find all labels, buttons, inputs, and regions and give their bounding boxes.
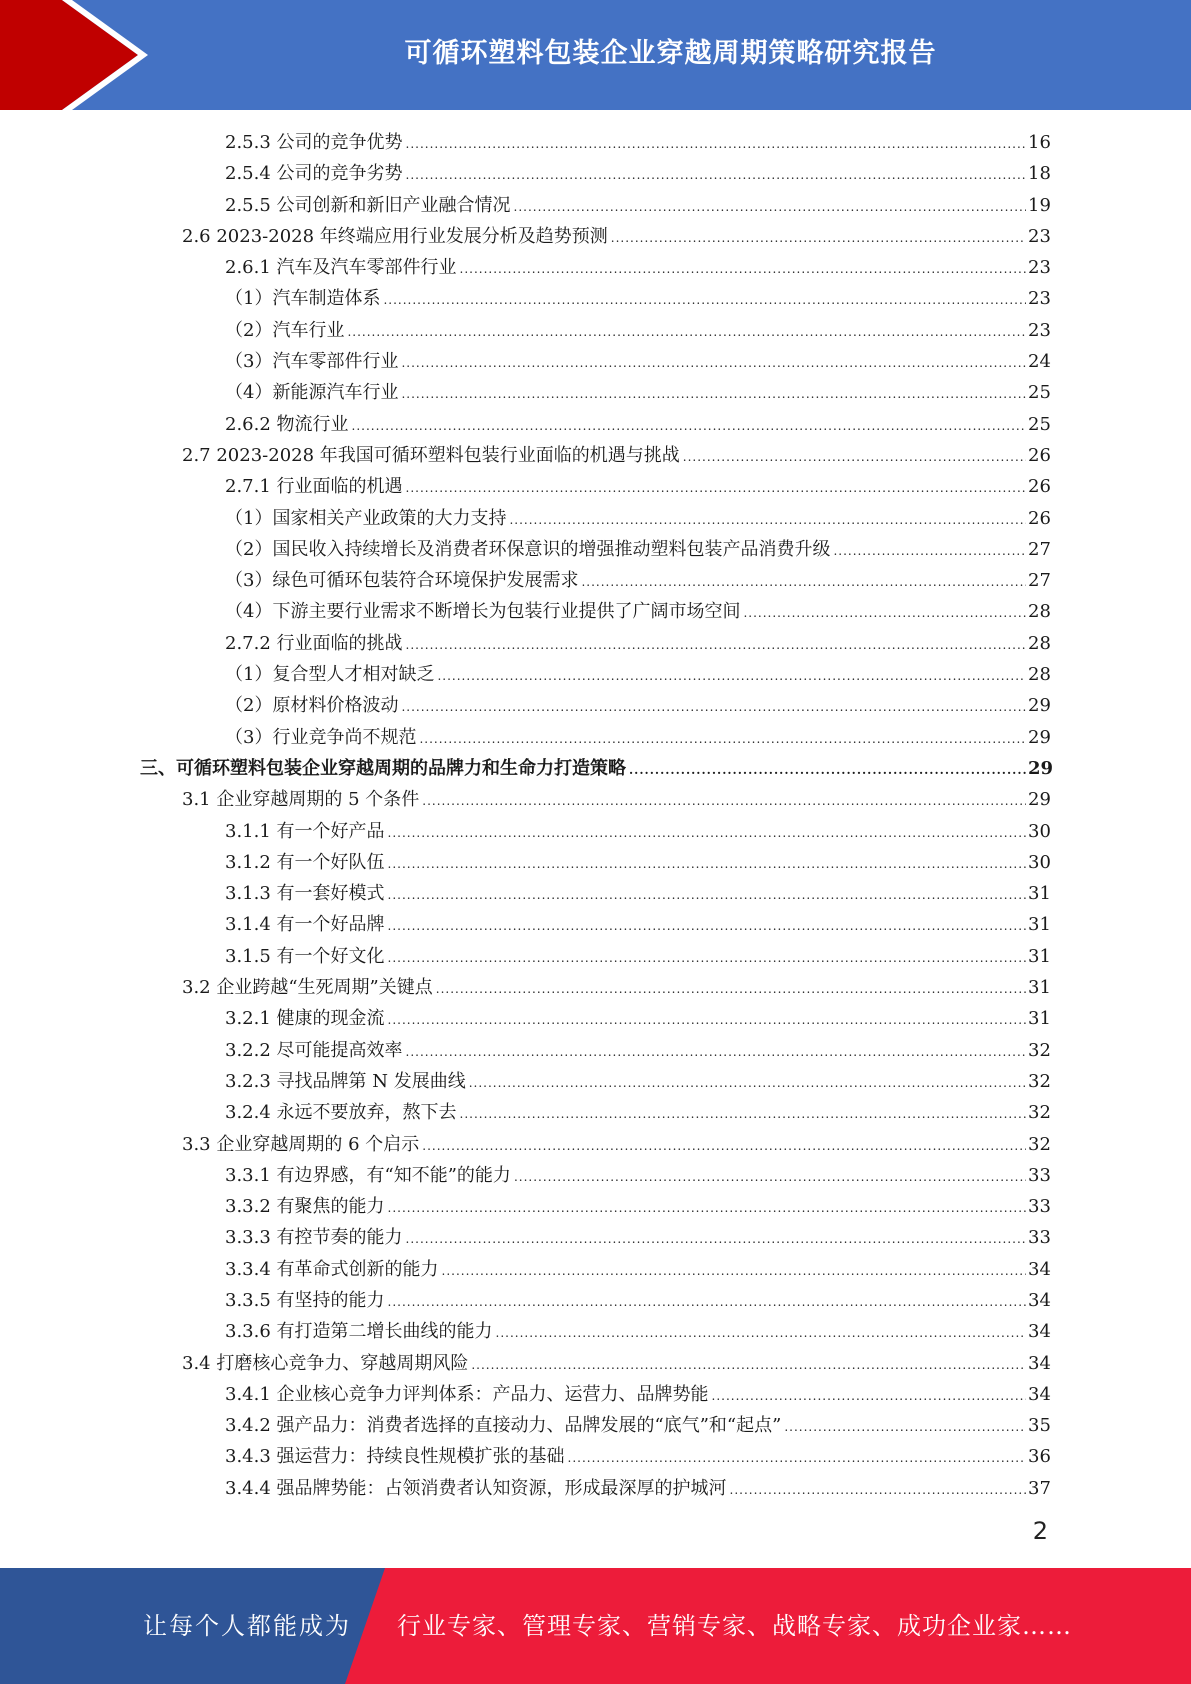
toc-entry[interactable] (140, 941, 1050, 972)
toc-entry-title: 3.2.1 健康的现金流 (225, 1008, 385, 1030)
toc-entry-title: 3.4.1 企业核心竞争力评判体系：产品力、运营力、品牌势能 (225, 1383, 709, 1405)
toc-entry[interactable] (140, 1348, 1050, 1379)
footer-slogan-right: 行业专家、管理专家、营销专家、战略专家、成功企业家…… (397, 1612, 1072, 1640)
toc-dot-leader (730, 1475, 1026, 1506)
toc-dot-leader (422, 786, 1026, 817)
toc-dot-leader (401, 348, 1026, 379)
toc-entry-title: （4）下游主要行业需求不断增长为包装行业提供了广阔市场空间 (225, 601, 741, 623)
page-footer (0, 1568, 1191, 1684)
toc-dot-leader (496, 1318, 1026, 1349)
toc-entry[interactable] (140, 1035, 1050, 1066)
toc-entry-title: 2.5.4 公司的竞争劣势 (225, 163, 403, 185)
toc-entry-title: 3.2.3 寻找品牌第 N 发展曲线 (225, 1070, 466, 1092)
toc-dot-leader (406, 1037, 1026, 1068)
toc-entry[interactable] (140, 534, 1050, 565)
toc-entry-page: 18 (1028, 163, 1051, 185)
toc-entry-title: 3.3.5 有坚持的能力 (225, 1289, 385, 1311)
toc-dot-leader (388, 880, 1026, 911)
toc-entry[interactable] (140, 1003, 1050, 1034)
toc-dot-leader (442, 1256, 1026, 1287)
toc-entry-title: 2.6.2 物流行业 (225, 413, 349, 435)
toc-entry[interactable] (140, 816, 1050, 847)
toc-entry[interactable] (140, 1379, 1050, 1410)
toc-entry-title: 三、可循环塑料包装企业穿越周期的品牌力和生命力打造策略 (140, 757, 626, 779)
toc-dot-leader (388, 1005, 1026, 1036)
toc-entry-page: 29 (1028, 695, 1051, 717)
toc-entry-page: 34 (1028, 1258, 1051, 1280)
toc-entry-title: 3.2 企业跨越“生死周期”关键点 (182, 977, 433, 999)
toc-entry-title: （3）汽车零部件行业 (225, 351, 399, 373)
toc-entry-page: 29 (1028, 757, 1054, 779)
toc-entry-title: 3.2.2 尽可能提高效率 (225, 1039, 403, 1061)
toc-entry-page: 35 (1028, 1415, 1051, 1437)
toc-entry[interactable] (140, 878, 1050, 909)
toc-entry-title: 3.3.1 有边界感，有“知不能”的能力 (225, 1164, 511, 1186)
toc-entry-page: 34 (1028, 1352, 1051, 1374)
toc-entry[interactable] (140, 847, 1050, 878)
toc-entry-page: 31 (1028, 883, 1051, 905)
toc-entry-title: 2.5.3 公司的竞争优势 (225, 132, 403, 153)
toc-entry-title: 3.4.4 强品牌势能：占领消费者认知资源，形成最深厚的护城河 (225, 1477, 727, 1499)
toc-entry-title: 3.1.2 有一个好队伍 (225, 851, 385, 873)
toc-entry-title: 2.7.1 行业面临的机遇 (225, 476, 403, 498)
toc-entry-page: 23 (1028, 257, 1051, 279)
toc-entry-title: （2）国民收入持续增长及消费者环保意识的增强推动塑料包装产品消费升级 (225, 538, 831, 560)
footer-slogan-left: 让每个人都能成为 (143, 1612, 351, 1640)
toc-entry-title: 2.5.5 公司创新和新旧产业融合情况 (225, 194, 511, 216)
toc-entry-title: 3.1.5 有一个好文化 (225, 945, 385, 967)
toc-entry-page: 27 (1028, 538, 1051, 560)
toc-entry-page: 32 (1028, 1070, 1051, 1092)
toc-entry-title: 3.1.4 有一个好品牌 (225, 914, 385, 936)
toc-entry[interactable] (140, 1129, 1050, 1160)
toc-dot-leader (406, 129, 1026, 160)
toc-entry-title: （1）国家相关产业政策的大力支持 (225, 507, 507, 529)
toc-dot-leader (629, 755, 1026, 786)
toc-entry-page: 31 (1028, 1008, 1051, 1030)
toc-entry-title: 3.1 企业穿越周期的 5 个条件 (182, 789, 420, 811)
toc-entry-title: （3）绿色可循环包装符合环境保护发展需求 (225, 570, 579, 592)
toc-entry[interactable] (140, 315, 1050, 346)
toc-entry[interactable] (140, 1191, 1050, 1222)
red-chevron-icon (0, 0, 160, 110)
toc-dot-leader (460, 1099, 1026, 1130)
toc-entry-page: 25 (1028, 413, 1051, 435)
toc-entry-page: 23 (1028, 225, 1051, 247)
toc-entry[interactable] (140, 252, 1050, 283)
toc-entry[interactable] (140, 972, 1050, 1003)
toc-entry-page: 34 (1028, 1383, 1051, 1405)
toc-dot-leader (406, 160, 1026, 191)
toc-entry[interactable] (140, 127, 1050, 158)
toc-entry[interactable] (140, 753, 1054, 784)
toc-entry-title: （4）新能源汽车行业 (225, 382, 399, 404)
toc-entry-page: 29 (1028, 726, 1051, 748)
toc-entry-page: 26 (1028, 507, 1051, 529)
toc-entry-title: 3.3.4 有革命式创新的能力 (225, 1258, 439, 1280)
toc-entry-page: 36 (1028, 1446, 1051, 1468)
toc-entry[interactable] (140, 409, 1050, 440)
toc-dot-leader (683, 442, 1026, 473)
toc-entry-title: 3.4.3 强运营力：持续良性规模扩张的基础 (225, 1446, 565, 1468)
toc-dot-leader (514, 1162, 1026, 1193)
toc-entry[interactable] (140, 190, 1050, 221)
toc-entry[interactable] (140, 1410, 1050, 1441)
toc-entry-page: 33 (1028, 1196, 1051, 1218)
toc-entry-page: 25 (1028, 382, 1051, 404)
toc-entry-title: （3）行业竞争尚不规范 (225, 726, 417, 748)
toc-dot-leader (401, 379, 1026, 410)
toc-entry[interactable] (140, 722, 1050, 753)
toc-dot-leader (388, 849, 1026, 880)
toc-entry-page: 24 (1028, 351, 1051, 373)
toc-dot-leader (388, 818, 1026, 849)
toc-entry-title: 2.6 2023-2028 年终端应用行业发展分析及趋势预测 (182, 225, 608, 247)
toc-entry-page: 26 (1028, 476, 1051, 498)
toc-dot-leader (514, 192, 1026, 223)
toc-dot-leader (406, 473, 1026, 504)
toc-entry-title: （2）原材料价格波动 (225, 695, 399, 717)
toc-entry-page: 16 (1028, 132, 1051, 153)
toc-entry-page: 23 (1028, 319, 1051, 341)
toc-dot-leader (833, 536, 1026, 567)
toc-entry[interactable] (140, 690, 1050, 721)
toc-entry-title: 3.4.2 强产品力：消费者选择的直接动力、品牌发展的“底气”和“起点” (225, 1415, 782, 1437)
toc-entry-page: 27 (1028, 570, 1051, 592)
toc-entry[interactable] (140, 221, 1050, 252)
page-number: 2 (1032, 1517, 1048, 1545)
toc-entry-page: 31 (1028, 977, 1051, 999)
toc-entry-page: 28 (1028, 632, 1051, 654)
toc-entry-title: 2.6.1 汽车及汽车零部件行业 (225, 257, 457, 279)
toc-entry-page: 32 (1028, 1039, 1051, 1061)
toc-dot-leader (419, 724, 1026, 755)
toc-entry-title: 3.1.3 有一套好模式 (225, 883, 385, 905)
toc-entry-page: 31 (1028, 945, 1051, 967)
toc-dot-leader (469, 1068, 1026, 1099)
toc-entry-page: 23 (1028, 288, 1051, 310)
toc-entry-page: 29 (1028, 789, 1051, 811)
toc-entry[interactable] (140, 1160, 1050, 1191)
toc-entry-title: （1）汽车制造体系 (225, 288, 381, 310)
toc-entry-page: 34 (1028, 1289, 1051, 1311)
toc-dot-leader (784, 1412, 1026, 1443)
toc-entry[interactable] (140, 909, 1050, 940)
toc-entry[interactable] (140, 565, 1050, 596)
toc-dot-leader (712, 1381, 1026, 1412)
toc-entry-page: 19 (1028, 194, 1051, 216)
toc-dot-leader (437, 661, 1026, 692)
toc-entry[interactable] (140, 596, 1050, 627)
toc-entry[interactable] (140, 1222, 1050, 1253)
toc-dot-leader (406, 630, 1026, 661)
toc-entry-title: （1）复合型人才相对缺乏 (225, 664, 435, 686)
toc-entry-page: 37 (1028, 1477, 1051, 1499)
toc-dot-leader (509, 505, 1026, 536)
toc-entry[interactable] (140, 1316, 1050, 1347)
toc-dot-leader (347, 317, 1026, 348)
toc-entry[interactable] (140, 1473, 1050, 1504)
toc-entry[interactable] (140, 283, 1050, 314)
toc-entry[interactable] (140, 1285, 1050, 1316)
toc-dot-leader (406, 1224, 1026, 1255)
toc-dot-leader (352, 411, 1026, 442)
toc-entry[interactable] (140, 628, 1050, 659)
toc-entry-page: 33 (1028, 1164, 1051, 1186)
toc-entry[interactable] (140, 471, 1050, 502)
toc-entry[interactable] (140, 1097, 1050, 1128)
toc-entry-page: 30 (1028, 820, 1051, 842)
toc-dot-leader (388, 1193, 1026, 1224)
toc-entry-title: 3.1.1 有一个好产品 (225, 820, 385, 842)
table-of-contents (140, 127, 1054, 1504)
toc-entry-page: 28 (1028, 664, 1051, 686)
toc-entry-page: 26 (1028, 444, 1051, 466)
toc-entry[interactable] (140, 784, 1050, 815)
toc-entry-title: 3.3.3 有控节奏的能力 (225, 1227, 403, 1249)
toc-entry[interactable] (140, 1441, 1050, 1472)
toc-entry[interactable] (140, 503, 1050, 534)
toc-entry-page: 31 (1028, 914, 1051, 936)
toc-dot-leader (401, 692, 1026, 723)
toc-entry-page: 34 (1028, 1321, 1051, 1343)
toc-entry-page: 28 (1028, 601, 1051, 623)
toc-dot-leader (743, 598, 1026, 629)
toc-dot-leader (383, 285, 1026, 316)
toc-entry-title: 3.3 企业穿越周期的 6 个启示 (182, 1133, 420, 1155)
toc-dot-leader (388, 911, 1026, 942)
report-title: 可循环塑料包装企业穿越周期策略研究报告 (404, 37, 937, 69)
toc-entry[interactable] (140, 440, 1050, 471)
toc-dot-leader (568, 1443, 1026, 1474)
toc-entry[interactable] (140, 1066, 1050, 1097)
toc-dot-leader (471, 1350, 1026, 1381)
toc-dot-leader (388, 943, 1026, 974)
toc-dot-leader (422, 1131, 1026, 1162)
toc-entry-page: 32 (1028, 1102, 1051, 1124)
toc-entry-title: 3.4 打磨核心竞争力、穿越周期风险 (182, 1352, 469, 1374)
toc-entry[interactable] (140, 1254, 1050, 1285)
toc-dot-leader (388, 1287, 1026, 1318)
toc-entry-title: 2.7.2 行业面临的挑战 (225, 632, 403, 654)
toc-dot-leader (436, 974, 1026, 1005)
toc-entry[interactable] (140, 659, 1050, 690)
toc-entry-page: 32 (1028, 1133, 1051, 1155)
toc-dot-leader (611, 223, 1026, 254)
toc-entry-title: 3.3.6 有打造第二增长曲线的能力 (225, 1321, 493, 1343)
toc-entry-title: （2）汽车行业 (225, 319, 345, 341)
toc-entry-title: 3.3.2 有聚焦的能力 (225, 1196, 385, 1218)
toc-entry[interactable] (140, 158, 1050, 189)
toc-dot-leader (581, 567, 1026, 598)
page-header (0, 0, 1191, 110)
toc-entry-page: 33 (1028, 1227, 1051, 1249)
toc-entry[interactable] (140, 377, 1050, 408)
toc-dot-leader (460, 254, 1026, 285)
toc-entry[interactable] (140, 346, 1050, 377)
toc-entry-title: 3.2.4 永远不要放弃，熬下去 (225, 1102, 457, 1124)
toc-entry-title: 2.7 2023-2028 年我国可循环塑料包装行业面临的机遇与挑战 (182, 444, 680, 466)
toc-entry-page: 30 (1028, 851, 1051, 873)
